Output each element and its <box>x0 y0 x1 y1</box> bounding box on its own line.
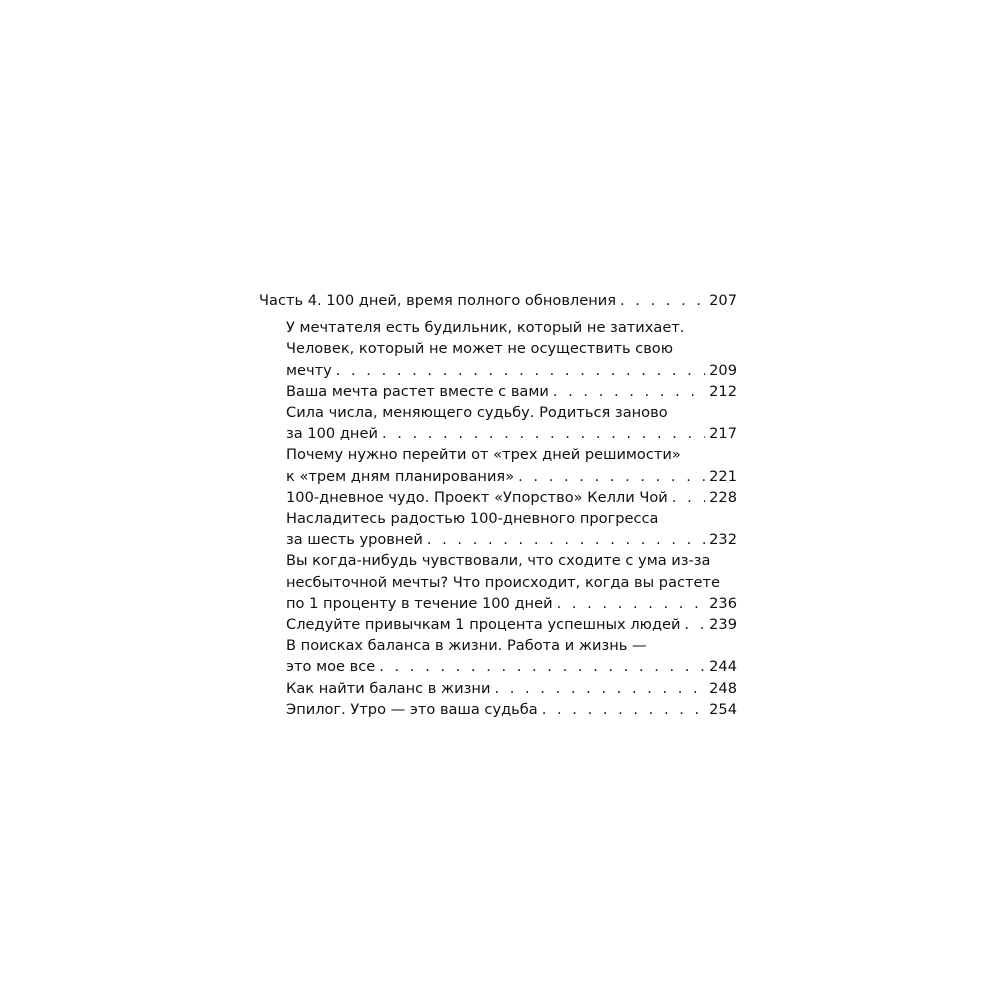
toc-entry-last-line <box>286 466 737 487</box>
toc-entry <box>259 317 737 381</box>
toc-entry-last-line <box>286 487 737 508</box>
part-page-number: 207 <box>709 292 737 309</box>
dot-leader <box>557 593 706 614</box>
toc-entries <box>259 317 737 720</box>
toc-entry-last-line <box>286 678 737 699</box>
dot-leader <box>379 656 705 677</box>
toc-entry-title: 100-дневное чудо. Проект «Упорство» Келли Чой <box>286 488 668 506</box>
dot-leader <box>518 466 705 487</box>
table-of-contents <box>259 290 737 720</box>
part-title: Часть 4. 100 дней, время полного обновления <box>259 292 617 309</box>
dot-leader <box>427 529 705 550</box>
toc-page-number: 212 <box>709 382 737 400</box>
toc-entry <box>259 402 737 444</box>
toc-entry-title: по 1 проценту в течение 100 дней <box>286 594 553 612</box>
toc-page-number: 236 <box>709 594 737 612</box>
toc-page-number: 244 <box>709 658 737 676</box>
toc-part-heading <box>259 290 737 311</box>
toc-entry-last-line <box>286 360 737 381</box>
toc-entry <box>259 444 737 486</box>
toc-entry-line: Насладитесь радостью 100-дневного прогресса <box>286 510 659 528</box>
dot-leader <box>494 678 705 699</box>
toc-entry <box>259 381 737 402</box>
toc-entry-line: У мечтателя есть будильник, который не затихает. <box>286 319 685 337</box>
toc-entry-line: Сила числа, меняющего судьбу. Родиться заново <box>286 404 668 422</box>
dot-leader <box>553 381 705 402</box>
toc-entry-title: Следуйте привычкам 1 процента успешных людей <box>286 616 681 634</box>
toc-page-number: 217 <box>709 425 737 443</box>
toc-entry-last-line <box>286 529 737 550</box>
dot-leader <box>382 423 705 444</box>
toc-entry <box>259 699 737 720</box>
toc-entry-title: за 100 дней <box>286 425 378 443</box>
toc-entry-title: Как найти баланс в жизни <box>286 679 491 697</box>
toc-entry-title: Ваша мечта растет вместе с вами <box>286 382 549 400</box>
toc-entry-last-line <box>286 699 737 720</box>
toc-entry-last-line <box>286 593 737 614</box>
toc-entry-last-line <box>286 381 737 402</box>
toc-entry-last-line <box>286 656 737 677</box>
toc-page-number: 209 <box>709 361 737 379</box>
dot-leader <box>336 360 705 381</box>
toc-page-number: 239 <box>709 616 737 634</box>
toc-entry <box>259 550 737 614</box>
toc-entry-title: мечту <box>286 361 332 379</box>
toc-entry-line: Человек, который не может не осуществить свою <box>286 340 674 358</box>
toc-entry-title: Эпилог. Утро — это ваша судьба <box>286 700 538 718</box>
toc-entry-last-line <box>286 423 737 444</box>
toc-entry <box>259 678 737 699</box>
toc-page-number: 248 <box>709 679 737 697</box>
toc-page-number: 221 <box>709 467 737 485</box>
toc-entry-last-line <box>286 614 737 635</box>
toc-entry-title: за шесть уровней <box>286 531 423 549</box>
toc-page-number: 254 <box>709 700 737 718</box>
toc-entry-line: Почему нужно перейти от «трех дней решимости» <box>286 446 681 464</box>
toc-page-number: 228 <box>709 488 737 506</box>
toc-entry <box>259 508 737 550</box>
toc-entry <box>259 487 737 508</box>
toc-entry-line: Вы когда-нибудь чувствовали, что сходите с ума из-за <box>286 552 711 570</box>
toc-entry-line: несбыточной мечты? Что происходит, когда вы растете <box>286 573 721 591</box>
toc-entry-title: к «трем дням планирования» <box>286 467 515 485</box>
toc-page-number: 232 <box>709 531 737 549</box>
toc-entry <box>259 635 737 677</box>
dot-leader <box>672 487 705 508</box>
toc-entry-line: В поисках баланса в жизни. Работа и жизнь — <box>286 637 647 655</box>
toc-entry-title: это мое все <box>286 658 376 676</box>
toc-entry <box>259 614 737 635</box>
dot-leader <box>620 290 705 311</box>
dot-leader <box>685 614 706 635</box>
dot-leader <box>542 699 705 720</box>
